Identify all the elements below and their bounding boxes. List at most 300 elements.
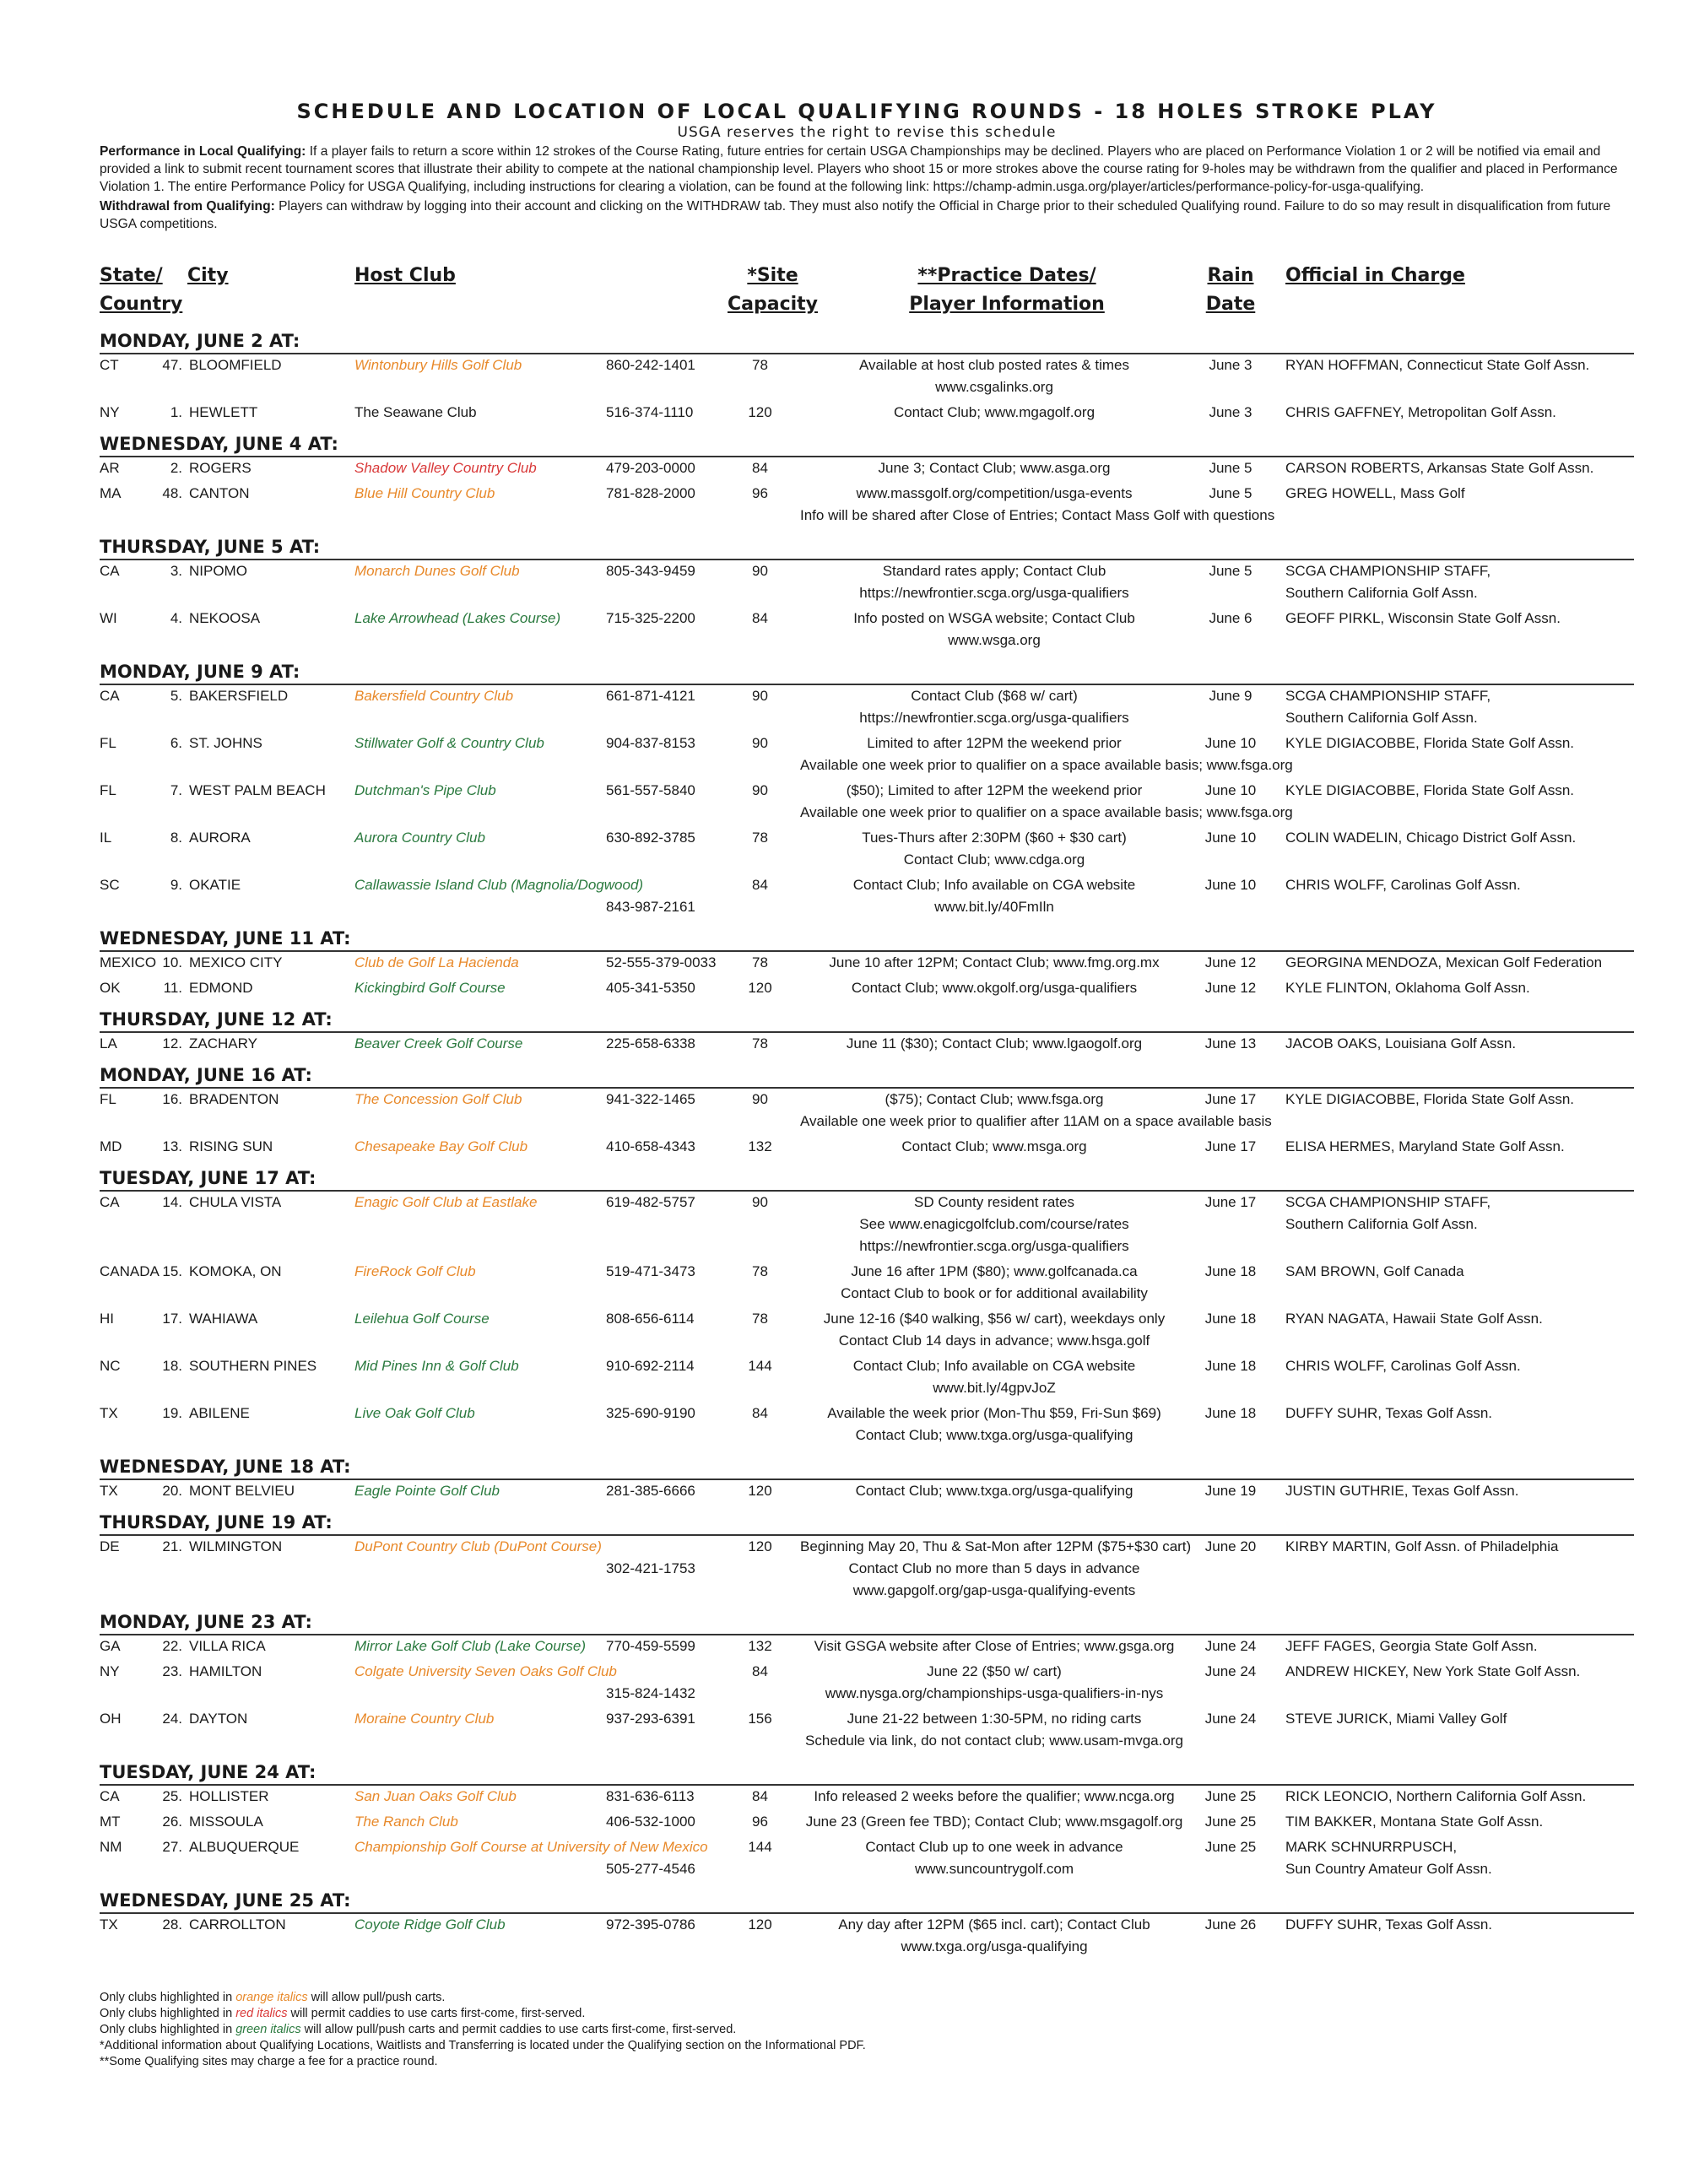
footnote-practice-fee: **Some Qualifying sites may charge a fee for a practice round. — [100, 2055, 438, 2068]
official-line: SCGA CHAMPIONSHIP STAFF, — [1285, 688, 1491, 704]
host-club-cell: Chesapeake Bay Golf Club — [354, 1138, 528, 1154]
table-row — [100, 733, 1634, 780]
table-row — [100, 977, 1634, 1003]
rain-date-cell: June 10 — [1204, 782, 1257, 798]
practice-info-line: Contact Club; Info available on CGA website — [852, 877, 1136, 893]
phone-cell: 302-421-1753 — [606, 1560, 695, 1576]
state-cell: NC — [100, 1358, 121, 1374]
site-number: 4. — [170, 610, 182, 626]
phone-cell: 843-987-2161 — [606, 899, 695, 915]
city-cell: NEKOOSA — [189, 610, 261, 626]
practice-info-line: SD County resident rates — [914, 1194, 1074, 1210]
table-row — [100, 1836, 1634, 1884]
table-row — [100, 1786, 1634, 1811]
practice-info-cell — [800, 354, 1188, 398]
capacity-cell: 84 — [752, 1405, 768, 1421]
host-club-cell: The Seawane Club — [354, 404, 477, 420]
phone-cell: 52-555-379-0033 — [606, 954, 717, 970]
state-cell: TX — [100, 1916, 118, 1933]
rain-date-cell: June 12 — [1204, 954, 1257, 970]
city-cell: AURORA — [189, 830, 251, 846]
site-number: 21. — [162, 1538, 182, 1554]
host-club-cell: Lake Arrowhead (Lakes Course) — [354, 610, 561, 626]
practice-info-line: Info posted on WSGA website; Contact Club — [853, 610, 1135, 626]
capacity-cell: 132 — [748, 1638, 772, 1654]
official-cell — [1285, 1635, 1640, 1657]
practice-info-line: Available one week prior to qualifier on a space available basis; www.fsga.org — [800, 804, 1293, 820]
state-cell: OH — [100, 1711, 122, 1727]
day-heading: THURSDAY, JUNE 19 AT: — [100, 1511, 1634, 1536]
site-number: 18. — [162, 1358, 182, 1374]
state-cell: FL — [100, 735, 116, 751]
rain-date-cell: June 25 — [1204, 1839, 1257, 1855]
header-capacity: Capacity — [727, 294, 819, 315]
practice-info-cell — [800, 685, 1188, 729]
capacity-cell: 96 — [752, 485, 768, 501]
practice-info-line: Contact Club; www.okgolf.org/usga-qualifiers — [851, 980, 1138, 996]
practice-info-cell — [800, 1914, 1188, 1958]
official-line: GEORGINA MENDOZA, Mexican Golf Federation — [1285, 954, 1603, 970]
site-number: 24. — [162, 1711, 182, 1727]
city-cell: MISSOULA — [189, 1814, 263, 1830]
day-heading: MONDAY, JUNE 23 AT: — [100, 1610, 1634, 1635]
site-number: 12. — [162, 1035, 182, 1051]
rain-date-cell: June 18 — [1204, 1405, 1257, 1421]
official-line: KYLE DIGIACOBBE, Florida State Golf Assn. — [1285, 735, 1575, 751]
table-row — [100, 780, 1634, 827]
city-cell: EDMOND — [189, 980, 253, 996]
city-cell: KOMOKA, ON — [189, 1263, 282, 1279]
city-cell: VILLA RICA — [189, 1638, 266, 1654]
header-date: Date — [1205, 294, 1256, 315]
official-cell — [1285, 1192, 1640, 1235]
state-cell: CANADA — [100, 1263, 160, 1279]
table-row — [100, 483, 1634, 530]
official-cell — [1285, 1661, 1640, 1683]
official-line: DUFFY SUHR, Texas Golf Assn. — [1285, 1916, 1492, 1933]
table-row — [100, 457, 1634, 483]
capacity-cell: 90 — [752, 735, 768, 751]
capacity-cell: 156 — [748, 1711, 772, 1727]
site-number: 5. — [170, 688, 182, 704]
site-number: 2. — [170, 460, 182, 476]
phone-cell: 516-374-1110 — [606, 404, 694, 420]
practice-info-line: June 10 after 12PM; Contact Club; www.fmg.org.mx — [829, 954, 1160, 970]
official-cell — [1285, 1261, 1640, 1283]
capacity-cell: 78 — [752, 1263, 768, 1279]
capacity-cell: 84 — [752, 1788, 768, 1804]
rain-date-cell: June 10 — [1204, 830, 1257, 846]
day-heading: THURSDAY, JUNE 12 AT: — [100, 1008, 1634, 1033]
site-number: 22. — [162, 1638, 182, 1654]
phone-cell: 406-532-1000 — [606, 1814, 695, 1830]
state-cell: CT — [100, 357, 119, 373]
phone-cell: 410-658-4343 — [606, 1138, 695, 1154]
rain-date-cell: June 5 — [1209, 485, 1252, 501]
host-club-cell: Mid Pines Inn & Golf Club — [354, 1358, 519, 1374]
site-number: 23. — [162, 1663, 182, 1679]
table-row — [100, 827, 1634, 874]
city-cell: RISING SUN — [189, 1138, 273, 1154]
official-line: TIM BAKKER, Montana State Golf Assn. — [1285, 1814, 1544, 1830]
capacity-cell: 90 — [752, 782, 768, 798]
state-cell: TX — [100, 1483, 118, 1499]
practice-info-line: June 12-16 ($40 walking, $56 w/ cart), weekdays only — [823, 1311, 1166, 1327]
site-number: 48. — [162, 485, 182, 501]
city-cell: WEST PALM BEACH — [189, 782, 326, 798]
schedule-page — [100, 100, 1634, 2070]
table-row — [100, 1536, 1634, 1605]
capacity-cell: 84 — [752, 460, 768, 476]
official-line: GEOFF PIRKL, Wisconsin State Golf Assn. — [1285, 610, 1561, 626]
header-official: Official in Charge — [1285, 265, 1465, 286]
site-number: 19. — [162, 1405, 182, 1421]
practice-info-line: www.gapgolf.org/gap-usga-qualifying-events — [852, 1582, 1136, 1598]
practice-info-line: Contact Club no more than 5 days in advance — [848, 1560, 1140, 1576]
state-cell: CA — [100, 1194, 120, 1210]
site-number: 14. — [162, 1194, 182, 1210]
city-cell: ST. JOHNS — [189, 735, 262, 751]
official-cell — [1285, 560, 1640, 604]
official-line: GREG HOWELL, Mass Golf — [1285, 485, 1465, 501]
table-header — [100, 262, 1634, 324]
host-club-cell: Callawassie Island Club (Magnolia/Dogwood) — [354, 877, 644, 893]
practice-info-line: Available at host club posted rates & times — [858, 357, 1130, 373]
official-line: SAM BROWN, Golf Canada — [1285, 1263, 1464, 1279]
official-cell — [1285, 1136, 1640, 1158]
practice-info-line: Available the week prior (Mon-Thu $59, Fri-Sun $69) — [827, 1405, 1161, 1421]
site-number: 3. — [170, 563, 182, 579]
table-row — [100, 608, 1634, 655]
official-line: KYLE FLINTON, Oklahoma Golf Assn. — [1285, 980, 1530, 996]
host-club-cell: Enagic Golf Club at Eastlake — [354, 1194, 538, 1210]
table-row — [100, 874, 1634, 922]
state-cell: CA — [100, 563, 120, 579]
rain-date-cell: June 17 — [1204, 1194, 1257, 1210]
practice-info-line: June 16 after 1PM ($80); www.golfcanada.ca — [851, 1263, 1138, 1279]
practice-info-line: Available one week prior to qualifier after 11AM on a space available basis — [800, 1113, 1272, 1129]
rain-date-cell: June 24 — [1204, 1638, 1257, 1654]
host-club-cell: The Concession Golf Club — [354, 1091, 522, 1107]
host-club-cell: The Ranch Club — [354, 1814, 458, 1830]
state-cell: MD — [100, 1138, 122, 1154]
practice-info-line: www.massgolf.org/competition/usga-events — [856, 485, 1133, 501]
state-cell: MT — [100, 1814, 121, 1830]
practice-info-line: https://newfrontier.scga.org/usga-qualifiers — [859, 585, 1129, 601]
rain-date-cell: June 3 — [1209, 404, 1252, 420]
practice-info-line: ($75); Contact Club; www.fsga.org — [885, 1091, 1104, 1107]
practice-info-cell — [800, 1811, 1188, 1833]
city-cell: DAYTON — [189, 1711, 248, 1727]
official-line: RYAN HOFFMAN, Connecticut State Golf Assn. — [1285, 357, 1590, 373]
city-cell: WILMINGTON — [189, 1538, 283, 1554]
official-line: COLIN WADELIN, Chicago District Golf Assn. — [1285, 830, 1577, 846]
practice-info-line: Contact Club; www.txga.org/usga-qualifying — [855, 1483, 1133, 1499]
host-club-cell: San Juan Oaks Golf Club — [354, 1788, 517, 1804]
host-club-cell: Wintonbury Hills Golf Club — [354, 357, 522, 373]
day-heading: THURSDAY, JUNE 5 AT: — [100, 535, 1634, 560]
header-rain: Rain — [1207, 265, 1254, 286]
phone-cell: 770-459-5599 — [606, 1638, 695, 1654]
practice-info-line: www.bit.ly/4gpvJoZ — [933, 1380, 1056, 1396]
city-cell: CHULA VISTA — [189, 1194, 282, 1210]
state-cell: IL — [100, 830, 112, 846]
performance-paragraph — [100, 143, 1634, 196]
official-line: Sun Country Amateur Golf Assn. — [1285, 1861, 1492, 1877]
host-club-cell: Kickingbird Golf Course — [354, 980, 506, 996]
state-cell: DE — [100, 1538, 120, 1554]
day-heading: TUESDAY, JUNE 17 AT: — [100, 1166, 1634, 1192]
capacity-cell: 132 — [748, 1138, 772, 1154]
site-number: 16. — [162, 1091, 182, 1107]
site-number: 6. — [170, 735, 182, 751]
practice-info-line: www.suncountrygolf.com — [914, 1861, 1074, 1877]
rain-date-cell: June 18 — [1204, 1263, 1257, 1279]
practice-info-line: Contact Club; www.mgagolf.org — [893, 404, 1096, 420]
practice-info-line: Info released 2 weeks before the qualifier; www.ncga.org — [814, 1788, 1175, 1804]
city-cell: ROGERS — [189, 460, 252, 476]
phone-cell: 619-482-5757 — [606, 1194, 695, 1210]
official-cell — [1285, 874, 1640, 896]
practice-info-line: www.bit.ly/40FmIln — [934, 899, 1054, 915]
day-heading: WEDNESDAY, JUNE 4 AT: — [100, 432, 1634, 457]
rain-date-cell: June 20 — [1204, 1538, 1257, 1554]
withdrawal-text: Players can withdraw by logging into their account and clicking on the WITHDRAW tab. They must also notify the Official in Charge prior to their scheduled Qualifying round. Failure to do so may result in disqualification from future USGA competitions. — [100, 199, 1611, 231]
phone-cell: 715-325-2200 — [606, 610, 695, 626]
official-cell — [1285, 1914, 1640, 1936]
state-cell: NM — [100, 1839, 122, 1855]
state-cell: TX — [100, 1405, 118, 1421]
practice-info-line: June 23 (Green fee TBD); Contact Club; www.msgagolf.org — [805, 1814, 1183, 1830]
official-line: STEVE JURICK, Miami Valley Golf — [1285, 1711, 1507, 1727]
practice-info-line: www.wsga.org — [948, 632, 1041, 648]
practice-info-line: June 21-22 between 1:30-5PM, no riding carts — [847, 1711, 1142, 1727]
rain-date-cell: June 9 — [1209, 688, 1252, 704]
site-number: 47. — [162, 357, 182, 373]
phone-cell: 808-656-6114 — [606, 1311, 695, 1327]
official-cell — [1285, 733, 1640, 754]
practice-info-cell — [800, 457, 1188, 479]
site-number: 28. — [162, 1916, 182, 1933]
phone-cell: 937-293-6391 — [606, 1711, 695, 1727]
phone-cell: 479-203-0000 — [606, 460, 695, 476]
city-cell: BRADENTON — [189, 1091, 279, 1107]
capacity-cell: 90 — [752, 1091, 768, 1107]
practice-info-line: www.csgalinks.org — [935, 379, 1053, 395]
phone-cell: 281-385-6666 — [606, 1483, 695, 1499]
phone-cell: 972-395-0786 — [606, 1916, 695, 1933]
official-line: DUFFY SUHR, Texas Golf Assn. — [1285, 1405, 1492, 1421]
phone-cell: 904-837-8153 — [606, 735, 695, 751]
official-line: KYLE DIGIACOBBE, Florida State Golf Assn. — [1285, 1091, 1575, 1107]
rain-date-cell: June 6 — [1209, 610, 1252, 626]
practice-info-line: www.txga.org/usga-qualifying — [901, 1938, 1088, 1954]
table-row — [100, 1089, 1634, 1136]
capacity-cell: 90 — [752, 1194, 768, 1210]
state-cell: NY — [100, 404, 120, 420]
site-number: 25. — [162, 1788, 182, 1804]
host-club-cell: Eagle Pointe Golf Club — [354, 1483, 500, 1499]
state-cell: CA — [100, 1788, 120, 1804]
host-club-cell: Live Oak Golf Club — [354, 1405, 475, 1421]
header-player-info: Player Information — [909, 294, 1105, 315]
phone-cell: 805-343-9459 — [606, 563, 695, 579]
official-line: ELISA HERMES, Maryland State Golf Assn. — [1285, 1138, 1565, 1154]
rain-date-cell: June 19 — [1204, 1483, 1257, 1499]
official-cell — [1285, 1536, 1640, 1558]
city-cell: BAKERSFIELD — [189, 688, 289, 704]
phone-cell: 941-322-1465 — [606, 1091, 695, 1107]
state-cell: CA — [100, 688, 120, 704]
city-cell: NIPOMO — [189, 563, 247, 579]
state-cell: LA — [100, 1035, 117, 1051]
state-cell: HI — [100, 1311, 114, 1327]
state-cell: FL — [100, 782, 116, 798]
capacity-cell: 78 — [752, 357, 768, 373]
site-number: 27. — [162, 1839, 182, 1855]
state-cell: FL — [100, 1091, 116, 1107]
capacity-cell: 90 — [752, 688, 768, 704]
rain-date-cell: June 13 — [1204, 1035, 1257, 1051]
practice-info-cell — [800, 1033, 1188, 1055]
phone-cell: 505-277-4546 — [606, 1861, 695, 1877]
rain-date-cell: June 10 — [1204, 877, 1257, 893]
host-club-cell: Aurora Country Club — [354, 830, 485, 846]
state-cell: NY — [100, 1663, 120, 1679]
table-row — [100, 1708, 1634, 1755]
official-cell — [1285, 1033, 1640, 1055]
city-cell: MEXICO CITY — [189, 954, 283, 970]
table-row — [100, 1480, 1634, 1506]
practice-info-cell — [800, 1661, 1188, 1705]
practice-info-line: June 3; Contact Club; www.asga.org — [878, 460, 1111, 476]
state-cell: WI — [100, 610, 117, 626]
phone-cell: 630-892-3785 — [606, 830, 695, 846]
official-cell — [1285, 1403, 1640, 1424]
city-cell: CARROLLTON — [189, 1916, 286, 1933]
table-row — [100, 560, 1634, 608]
site-number: 15. — [162, 1263, 182, 1279]
official-cell — [1285, 402, 1640, 424]
rain-date-cell: June 25 — [1204, 1788, 1257, 1804]
practice-info-cell — [800, 1136, 1188, 1158]
official-cell — [1285, 1308, 1640, 1330]
official-cell — [1285, 827, 1640, 849]
table-row — [100, 952, 1634, 977]
practice-info-line: June 11 ($30); Contact Club; www.lgaogolf.org — [846, 1035, 1143, 1051]
rain-date-cell: June 5 — [1209, 563, 1252, 579]
host-club-cell: Beaver Creek Golf Course — [354, 1035, 523, 1051]
day-heading: WEDNESDAY, JUNE 11 AT: — [100, 927, 1634, 952]
practice-info-line: Beginning May 20, Thu & Sat-Mon after 12PM ($75+$30 cart) — [800, 1538, 1192, 1554]
rain-date-cell: June 26 — [1204, 1916, 1257, 1933]
capacity-cell: 78 — [752, 1035, 768, 1051]
capacity-cell: 78 — [752, 830, 768, 846]
practice-info-cell — [800, 1192, 1188, 1257]
official-line: Southern California Golf Assn. — [1285, 1216, 1478, 1232]
capacity-cell: 120 — [748, 1916, 772, 1933]
practice-info-line: Info will be shared after Close of Entries; Contact Mass Golf with questions — [800, 507, 1275, 523]
official-cell — [1285, 1480, 1640, 1502]
footnote-site-capacity: *Additional information about Qualifying Locations, Waitlists and Transferring is located under the Qualifying section on the Informational PDF. — [100, 2039, 866, 2052]
header-host-club: Host Club — [354, 265, 456, 286]
day-heading: MONDAY, JUNE 16 AT: — [100, 1063, 1634, 1089]
capacity-cell: 120 — [748, 980, 772, 996]
practice-info-line: Available one week prior to qualifier on a space available basis; www.fsga.org — [800, 757, 1293, 773]
withdrawal-paragraph — [100, 197, 1634, 233]
city-cell: ALBUQUERQUE — [189, 1839, 300, 1855]
official-cell — [1285, 1355, 1640, 1377]
practice-info-line: Contact Club to book or for additional availability — [841, 1285, 1148, 1301]
table-row — [100, 1192, 1634, 1261]
city-cell: BLOOMFIELD — [189, 357, 282, 373]
schedule-table — [100, 329, 1634, 1961]
official-cell — [1285, 685, 1640, 729]
host-club-cell: Dutchman's Pipe Club — [354, 782, 496, 798]
host-club-cell: Mirror Lake Golf Club (Lake Course) — [354, 1638, 586, 1654]
practice-info-line: www.nysga.org/championships-usga-qualifiers-in-nys — [825, 1685, 1164, 1701]
site-number: 1. — [170, 404, 182, 420]
footnote-red: Only clubs highlighted in red italics will permit caddies to use carts first-come, first-served. — [100, 2007, 586, 2020]
practice-info-line: Contact Club; www.msga.org — [901, 1138, 1087, 1154]
practice-info-line: Any day after 12PM ($65 incl. cart); Contact Club — [838, 1916, 1150, 1933]
official-line: MARK SCHNURRPUSCH, — [1285, 1839, 1458, 1855]
official-cell — [1285, 952, 1640, 974]
rain-date-cell: June 18 — [1204, 1358, 1257, 1374]
official-cell — [1285, 1811, 1640, 1833]
rain-date-cell: June 24 — [1204, 1663, 1257, 1679]
city-cell: HAMILTON — [189, 1663, 262, 1679]
practice-info-line: Standard rates apply; Contact Club — [882, 563, 1106, 579]
city-cell: HEWLETT — [189, 404, 258, 420]
city-cell: CANTON — [189, 485, 250, 501]
phone-cell: 315-824-1432 — [606, 1685, 695, 1701]
host-club-cell: Coyote Ridge Golf Club — [354, 1916, 506, 1933]
practice-info-cell — [800, 874, 1188, 918]
host-club-cell: Leilehua Golf Course — [354, 1311, 490, 1327]
practice-info-line: See www.enagicgolfclub.com/course/rates — [859, 1216, 1129, 1232]
site-number: 9. — [170, 877, 182, 893]
practice-info-cell — [800, 1355, 1188, 1399]
footnote-green: Only clubs highlighted in green italics will allow pull/push carts and permit caddies to use carts first-come, first-served. — [100, 2023, 737, 2036]
rain-date-cell: June 5 — [1209, 460, 1252, 476]
host-club-cell: Bakersfield Country Club — [354, 688, 514, 704]
host-club-cell: FireRock Golf Club — [354, 1263, 476, 1279]
withdrawal-label: Withdrawal from Qualifying: — [100, 199, 275, 214]
capacity-cell: 78 — [752, 954, 768, 970]
practice-info-line: Contact Club; www.cdga.org — [903, 851, 1085, 868]
rain-date-cell: June 18 — [1204, 1311, 1257, 1327]
site-number: 17. — [162, 1311, 182, 1327]
city-cell: WAHIAWA — [189, 1311, 258, 1327]
site-number: 8. — [170, 830, 182, 846]
rain-date-cell: June 3 — [1209, 357, 1252, 373]
practice-info-cell — [800, 402, 1188, 424]
official-line: SCGA CHAMPIONSHIP STAFF, — [1285, 563, 1491, 579]
phone-cell: 519-471-3473 — [606, 1263, 695, 1279]
practice-info-cell — [800, 1786, 1188, 1808]
rain-date-cell: June 25 — [1204, 1814, 1257, 1830]
capacity-cell: 144 — [748, 1839, 772, 1855]
official-cell — [1285, 1089, 1640, 1111]
official-line: CHRIS WOLFF, Carolinas Golf Assn. — [1285, 1358, 1521, 1374]
practice-info-cell — [800, 1261, 1188, 1305]
site-number: 11. — [163, 980, 182, 996]
host-club-cell: Blue Hill Country Club — [354, 485, 495, 501]
host-club-cell: Moraine Country Club — [354, 1711, 495, 1727]
header-practice: **Practice Dates/ — [917, 265, 1096, 286]
table-row — [100, 1355, 1634, 1403]
